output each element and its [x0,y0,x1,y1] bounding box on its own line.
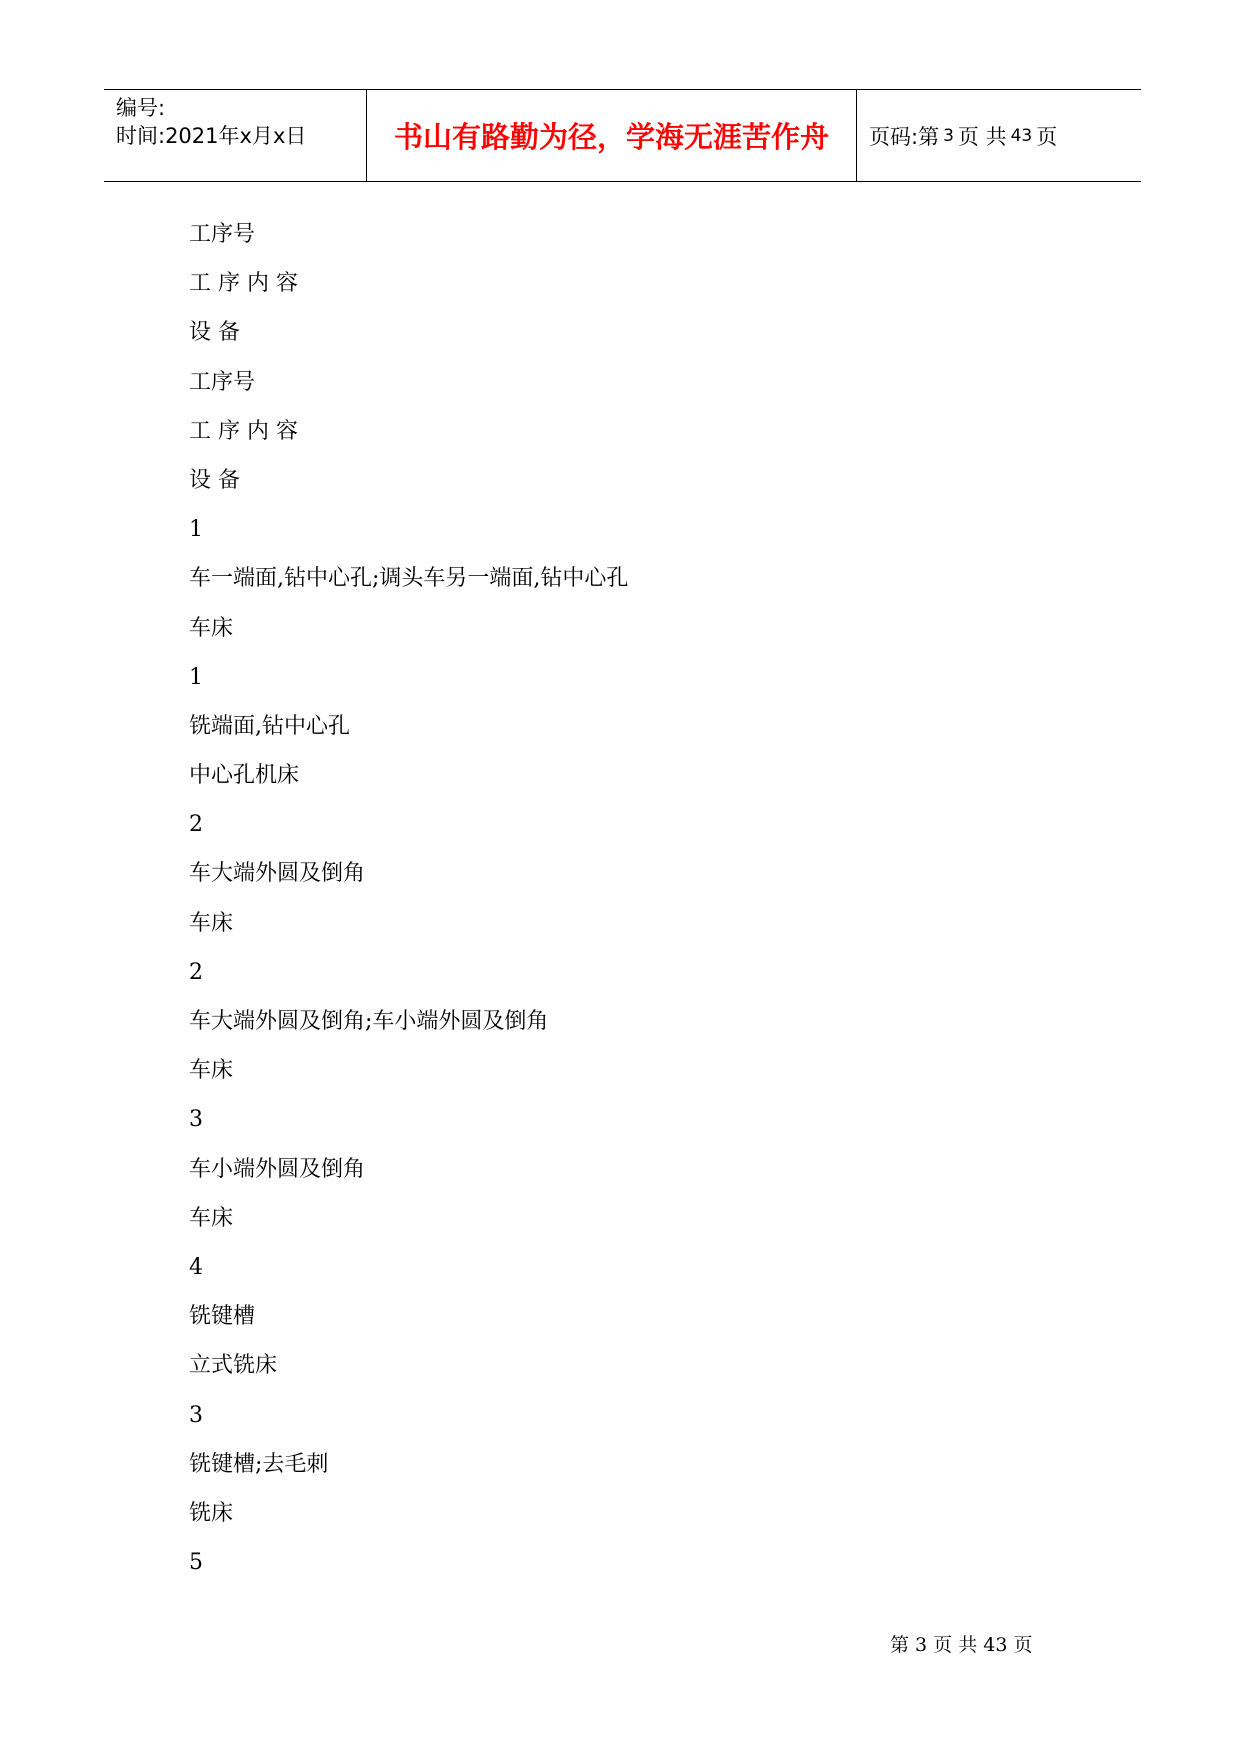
text-line: 3 [189,1402,203,1428]
document-body [189,215,1089,1592]
text-line: 工序号 [189,369,256,395]
text-line: 铣键槽 [189,1304,256,1330]
text-line: 4 [189,1254,203,1280]
page-header [104,89,1141,182]
page-prefix: 页码:第 [869,124,940,149]
text-line: 车床 [189,910,234,936]
text-line: 车大端外圆及倒角 [189,861,366,887]
text-line: 车床 [189,1058,234,1084]
text-line: 3 [189,1107,203,1133]
text-line: 工序号 [189,222,256,247]
text-line: 铣端面,钻中心孔 [189,713,350,739]
page-middle: 页 共 [957,124,1007,149]
text-line: 2 [189,959,203,985]
page-current: 3 [943,125,954,146]
text-line: 车床 [189,1205,234,1231]
text-line: 铣床 [189,1500,234,1526]
text-line: 工 序 内 容 [189,418,298,444]
page-number-cell [857,90,1141,181]
text-line: 车大端外圆及倒角;车小端外圆及倒角 [189,1009,549,1034]
text-line: 立式铣床 [189,1353,278,1379]
text-line: 设 备 [189,467,240,493]
text-line: 车床 [189,615,234,641]
motto-text: 书山有路勤为径，学海无涯苦作舟 [393,120,829,154]
text-line: 工 序 内 容 [189,271,298,297]
text-line: 设 备 [189,320,240,346]
number-label: 编号: [116,96,166,120]
page-total: 43 [1010,125,1033,146]
text-line: 1 [189,517,203,543]
text-line: 中心孔机床 [189,763,300,789]
text-line: 铣键槽;去毛刺 [189,1451,329,1477]
text-line: 1 [189,664,203,690]
page-suffix: 页 [1036,124,1058,149]
text-line: 车一端面,钻中心孔;调头车另一端面,钻中心孔 [189,566,629,592]
time-label: 时间:2021年x月x日 [116,124,307,148]
text-line: 车小端外圆及倒角 [189,1156,366,1182]
text-line: 2 [189,812,203,838]
text-line: 5 [189,1550,203,1576]
page-footer: 第 3 页 共 43 页 [890,1634,1033,1656]
motto-cell [367,90,857,181]
header-left-cell [104,90,367,181]
